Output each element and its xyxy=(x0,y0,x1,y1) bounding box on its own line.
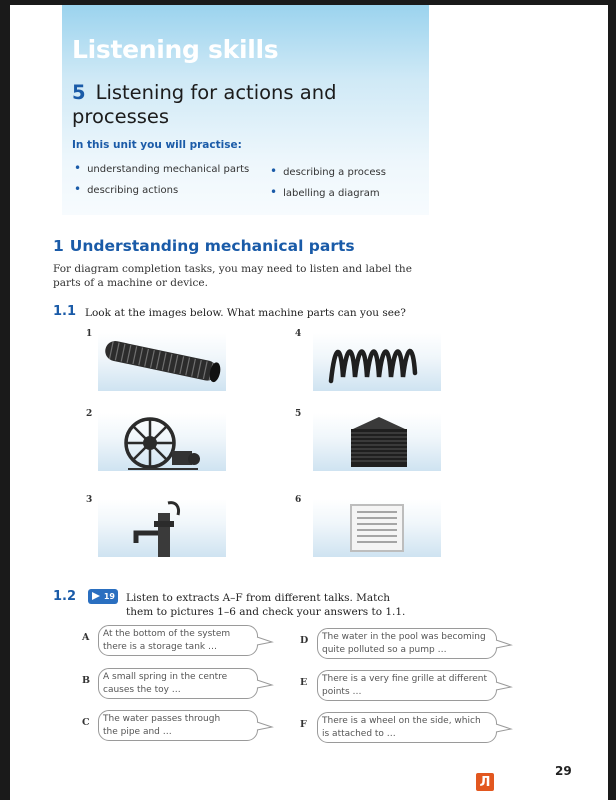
pipe-image xyxy=(98,333,226,391)
pump-image xyxy=(98,499,226,557)
picture-label: 4 xyxy=(295,329,302,339)
extract-letter: B xyxy=(82,675,91,686)
spring-image xyxy=(313,333,441,391)
exercise-instruction-text: Listen to extracts A–F from different talks. Match them to pictures 1–6 and check your answers to 1.1. xyxy=(126,592,406,618)
picture-label: 2 xyxy=(86,409,93,419)
exercise-instruction: Look at the images below. What machine parts can you see? xyxy=(85,307,406,319)
bubble-tail xyxy=(496,723,512,733)
exercise-instruction xyxy=(126,592,408,619)
audio-track-icon[interactable] xyxy=(88,589,118,604)
page-number: 29 xyxy=(555,764,572,778)
bubble-line: There is a wheel on the side, which xyxy=(322,716,481,726)
bubble-tail xyxy=(257,636,273,646)
corrugated-pipe-icon xyxy=(98,333,226,391)
bubble-line: A small spring in the centre xyxy=(103,672,228,682)
section-intro: For diagram completion tasks, you may need to listen and label the parts of a machine or device. xyxy=(53,263,412,289)
bubble-line: points … xyxy=(322,687,362,697)
extract-letter: F xyxy=(300,719,307,730)
unit-header-banner xyxy=(62,5,429,215)
speech-bubble xyxy=(98,625,258,656)
bubble-line: is attached to … xyxy=(322,729,396,739)
speech-bubble xyxy=(98,668,258,699)
unit-number: 5 xyxy=(72,81,86,104)
practise-heading: In this unit you will practise: xyxy=(72,139,242,151)
unit-title-text: Listening for actions and processes xyxy=(72,81,337,128)
speech-bubble xyxy=(317,670,497,701)
bullet-item: • understanding mechanical parts xyxy=(74,161,249,175)
audio-track-number: 19 xyxy=(103,592,115,601)
vent-grille-icon xyxy=(313,499,441,557)
bubble-line: causes the toy … xyxy=(103,685,181,695)
tank-image xyxy=(313,413,441,471)
picture-label: 1 xyxy=(86,329,93,339)
extract-letter: A xyxy=(82,632,90,643)
bubble-line: there is a storage tank … xyxy=(103,642,217,652)
bullet-item: • describing actions xyxy=(74,182,178,196)
play-icon xyxy=(92,592,100,600)
extract-letter: E xyxy=(300,677,308,688)
bubble-line: the pipe and … xyxy=(103,727,172,737)
textbook-page xyxy=(10,5,608,800)
hose-reel-wheel-icon xyxy=(98,413,226,471)
hand-water-pump-icon xyxy=(98,499,226,557)
picture-label: 6 xyxy=(295,495,302,505)
bubble-line: The water in the pool was becoming xyxy=(322,632,486,642)
section-number: 1 xyxy=(53,237,64,255)
extract-letter: D xyxy=(300,635,309,646)
hose-reel-image xyxy=(98,413,226,471)
exercise-number: 1.2 xyxy=(53,589,77,604)
exercise-number: 1.1 xyxy=(53,304,77,319)
picture-label: 5 xyxy=(295,409,302,419)
bubble-tail xyxy=(257,721,273,731)
section-title-text: Understanding mechanical parts xyxy=(69,237,355,255)
speech-bubble xyxy=(317,628,497,659)
bubble-line: quite polluted so a pump … xyxy=(322,645,447,655)
grille-image xyxy=(313,499,441,557)
extract-letter: C xyxy=(82,717,90,728)
unit-title xyxy=(72,81,402,129)
bubble-line: At the bottom of the system xyxy=(103,629,231,639)
publisher-logo-icon: Л xyxy=(476,773,494,791)
bubble-line: The water passes through xyxy=(103,714,221,724)
section-heading: Listening skills xyxy=(72,35,279,64)
speech-bubble xyxy=(317,712,497,743)
bubble-tail xyxy=(257,679,273,689)
picture-label: 3 xyxy=(86,495,93,505)
bullet-item: • labelling a diagram xyxy=(270,185,380,199)
bubble-tail xyxy=(496,639,512,649)
bullet-item: • describing a process xyxy=(270,164,386,178)
bubble-line: There is a very fine grille at different xyxy=(322,674,488,684)
bubble-tail xyxy=(496,681,512,691)
water-storage-tank-icon xyxy=(313,413,441,471)
speech-bubble xyxy=(98,710,258,741)
coil-spring-icon xyxy=(313,333,441,391)
section-title xyxy=(53,237,355,255)
